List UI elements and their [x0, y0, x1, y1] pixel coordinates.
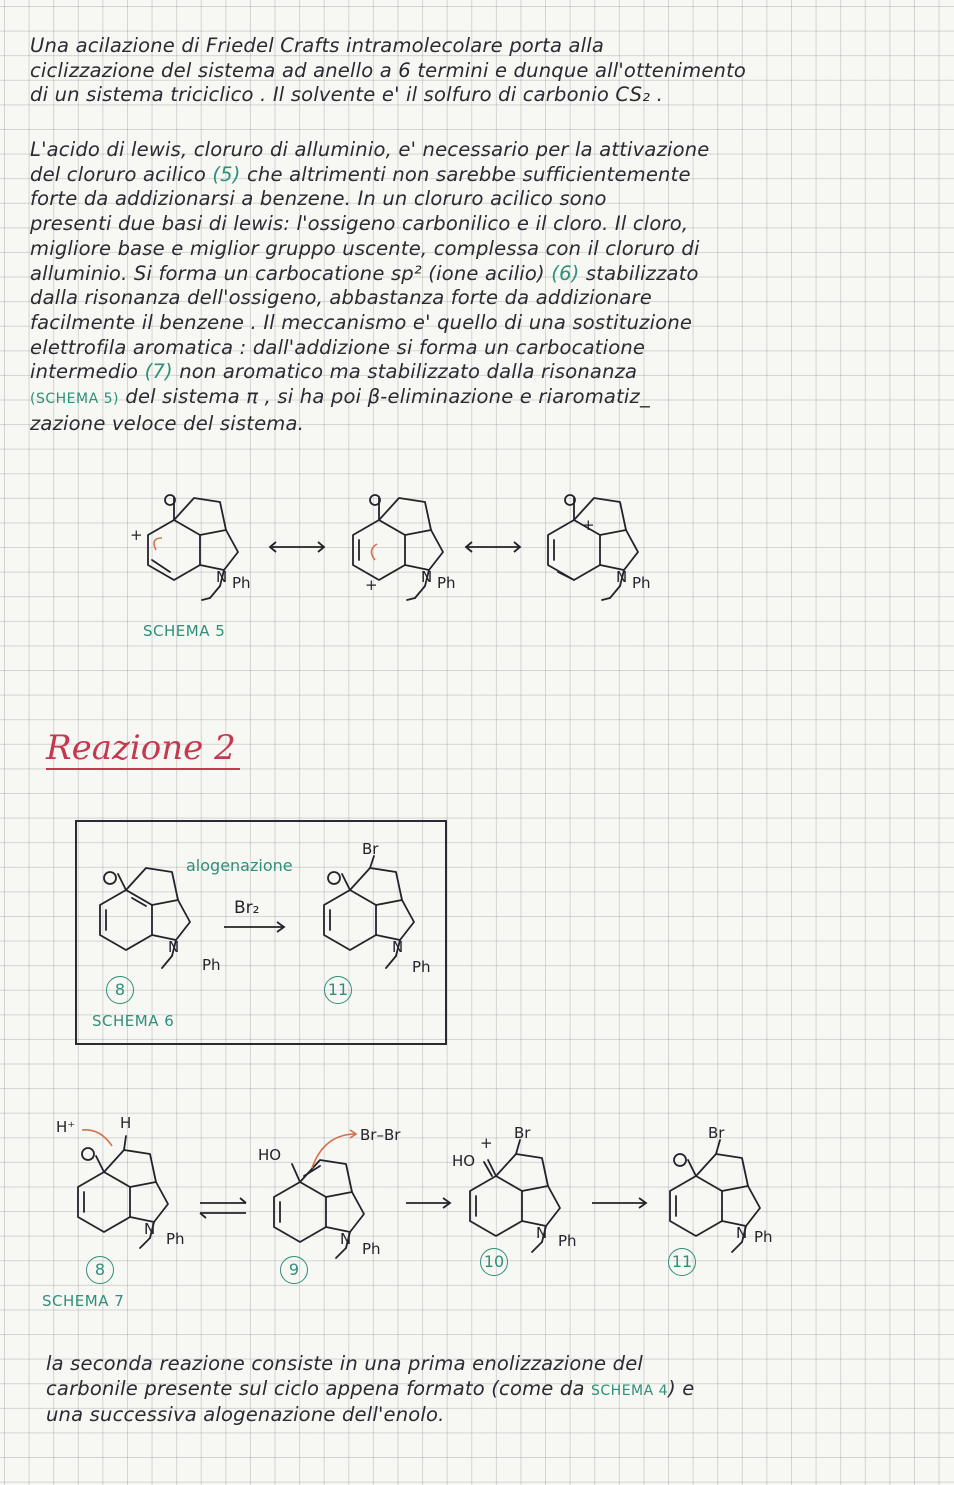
- hydroxyl-label: HO: [258, 1146, 282, 1164]
- scheme-6-label: SCHEMA 6: [92, 1012, 175, 1030]
- phenyl-label: Ph: [166, 1230, 185, 1248]
- text-segment: non aromatico ma stabilizzato dalla risonanza: [172, 360, 638, 384]
- text-segment: del cloruro acilico: [30, 162, 213, 186]
- equilibrium-arrow: [198, 1198, 250, 1218]
- paragraph-lewis-acid: [30, 138, 945, 436]
- molecule-10: [450, 1114, 630, 1264]
- nitrogen-label: N: [736, 1224, 748, 1242]
- phenyl-label: Ph: [362, 1240, 381, 1258]
- text-segment: intermedio: [30, 360, 145, 384]
- text-segment: alluminio. Si forma un carbocatione sp² (ione acilio): [30, 261, 552, 285]
- heading-underline: [46, 768, 240, 770]
- text-line: migliore base e miglior gruppo uscente, complessa con il cloruro di: [30, 236, 700, 260]
- reagent-label: Br₂: [234, 898, 260, 918]
- phenyl-label: Ph: [412, 958, 431, 976]
- text-line: [46, 1377, 936, 1404]
- text-line: zazione veloce del sistema.: [30, 411, 305, 435]
- text-line: dalla risonanza dell'ossigeno, abbastanza forte da addizionare: [30, 286, 652, 310]
- scheme-ref: (SCHEMA 5): [30, 391, 119, 408]
- reaction-arrow: [222, 920, 288, 934]
- phenyl-label: Ph: [437, 574, 456, 592]
- positive-charge: +: [582, 516, 595, 534]
- phenyl-label: Ph: [558, 1232, 577, 1250]
- text-line: facilmente il benzene . Il meccanismo e' quello di una sostituzione: [30, 310, 693, 334]
- text-segment: del sistema π , si ha poi β-eliminazione e riaromatiz_: [118, 385, 650, 409]
- bromine-label: Br: [514, 1124, 531, 1142]
- scheme-ref: SCHEMA 4: [591, 1382, 669, 1399]
- nitrogen-label: N: [616, 568, 628, 586]
- text-line: forte da addizionarsi a benzene. In un cloruro acilico sono: [30, 187, 607, 211]
- molecule-11: [316, 836, 466, 986]
- proton-label: H⁺: [56, 1118, 76, 1136]
- bromine-molecule-label: Br–Br: [360, 1126, 401, 1144]
- positive-charge: +: [365, 576, 378, 594]
- nitrogen-label: N: [144, 1220, 156, 1238]
- bromine-label: Br: [708, 1124, 725, 1142]
- phenyl-label: Ph: [632, 574, 651, 592]
- positive-charge: +: [130, 526, 143, 544]
- text-line: la seconda reazione consiste in una prima enolizzazione del: [46, 1352, 644, 1375]
- text-line: di un sistema triciclico . Il solvente e' il solfuro di carbonio CS₂ .: [30, 83, 664, 107]
- text-line: una successiva alogenazione dell'enolo.: [46, 1403, 445, 1427]
- bromine-label: Br: [362, 840, 379, 858]
- hydrogen-label: H: [120, 1114, 132, 1132]
- nitrogen-label: N: [216, 568, 228, 586]
- text-line: L'acido di lewis, cloruro di alluminio, e' necessario per la attivazione: [30, 138, 710, 161]
- text-segment: che altrimenti non sarebbe sufficientemente: [240, 162, 691, 186]
- molecule-11-final: [650, 1114, 830, 1264]
- text-line: [30, 262, 945, 287]
- reaction-name: alogenazione: [186, 856, 293, 875]
- nitrogen-label: N: [392, 938, 404, 956]
- reaction-arrow: [590, 1196, 650, 1210]
- molecule-8-keto: [54, 1110, 214, 1260]
- compound-number-11: 11: [324, 976, 352, 1004]
- reaction-arrow: [404, 1196, 454, 1210]
- resonance-arrow: [268, 540, 328, 554]
- compound-ref: (6): [551, 261, 580, 285]
- compound-number-11: 11: [668, 1248, 696, 1276]
- nitrogen-label: N: [536, 1224, 548, 1242]
- positive-charge: +: [480, 1134, 493, 1152]
- nitrogen-label: N: [168, 938, 180, 956]
- paragraph-enolization: [46, 1352, 936, 1428]
- nitrogen-label: N: [340, 1230, 352, 1248]
- scheme-7-label: SCHEMA 7: [42, 1292, 125, 1310]
- text-segment: stabilizzato: [579, 261, 699, 285]
- text-line: [30, 385, 945, 412]
- resonance-arrow: [464, 540, 524, 554]
- molecule-8: [92, 860, 242, 980]
- text-line: presenti due basi di lewis: l'ossigeno carbonilico e il cloro. Il cloro,: [30, 212, 689, 236]
- hydroxyl-label: HO: [452, 1152, 476, 1170]
- compound-ref: (5): [212, 162, 241, 186]
- phenyl-label: Ph: [754, 1228, 773, 1246]
- resonance-structure-3: [530, 490, 710, 610]
- nitrogen-label: N: [421, 568, 433, 586]
- section-heading: Reazione 2: [46, 728, 236, 768]
- molecule-9-enol: [254, 1120, 434, 1270]
- scheme-5-label: SCHEMA 5: [143, 622, 226, 640]
- text-line: elettrofila aromatica : dall'addizione si forma un carbocatione: [30, 335, 646, 359]
- compound-number-9: 9: [280, 1256, 308, 1284]
- text-line: ciclizzazione del sistema ad anello a 6 termini e dunque all'ottenimento: [30, 58, 747, 82]
- paragraph-acylation: [30, 34, 945, 108]
- text-segment: ) e: [668, 1376, 695, 1400]
- compound-number-10: 10: [480, 1248, 508, 1276]
- text-line: Una acilazione di Friedel Crafts intramolecolare porta alla: [30, 34, 605, 57]
- compound-number-8: 8: [106, 976, 134, 1004]
- text-line: [30, 163, 945, 188]
- compound-ref: (7): [144, 360, 173, 384]
- text-segment: carbonile presente sul ciclo appena formato (come da: [46, 1376, 591, 1400]
- phenyl-label: Ph: [232, 574, 251, 592]
- text-line: [30, 360, 945, 385]
- phenyl-label: Ph: [202, 956, 221, 974]
- compound-number-8: 8: [86, 1256, 114, 1284]
